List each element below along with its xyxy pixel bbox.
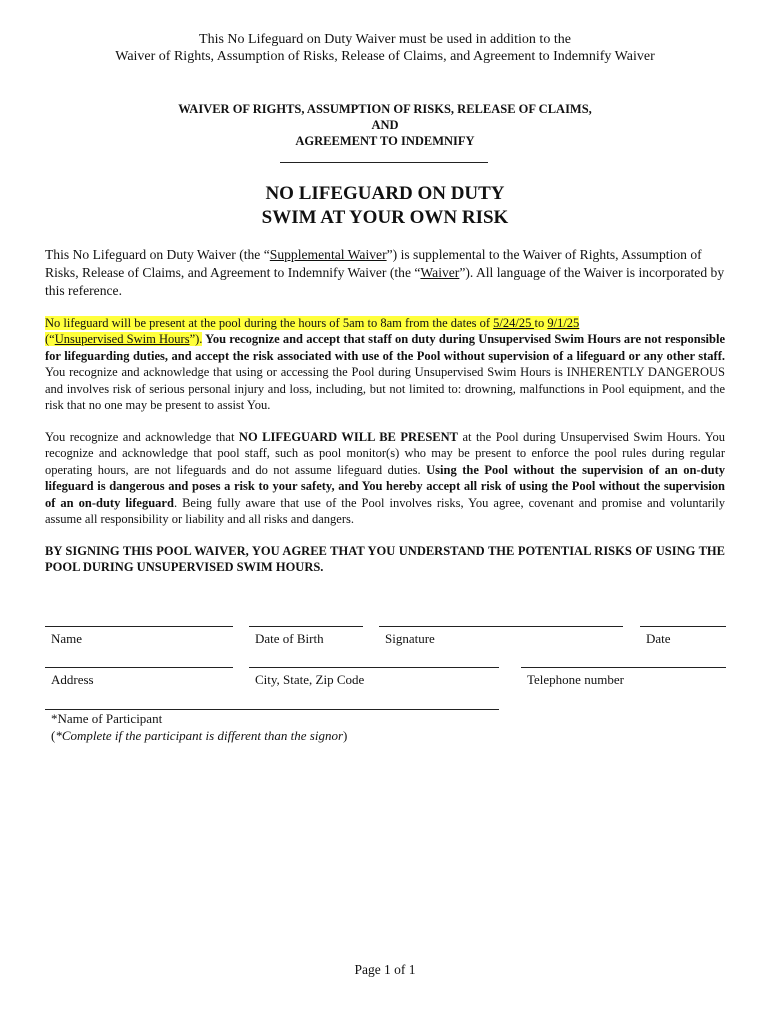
- page-number: Page 1 of 1: [354, 962, 416, 977]
- start-date: 5/24/25: [493, 316, 535, 330]
- intro-note: [0, 31, 770, 65]
- p1-text-a: This No Lifeguard on Duty Waiver (the “: [45, 247, 270, 262]
- supplemental-waiver-term: Supplemental Waiver: [269, 247, 387, 262]
- page-title: [0, 182, 770, 230]
- paren-close: ): [343, 728, 348, 743]
- inherent-danger-statement: You recognize and acknowledge that using or accessing the Pool during Unsupervised Swim Hours is INHERENTLY DANGEROUS and involves risk of serious personal injury and loss, including, but not limited to: drowning, malfunctions in Pool equipment, and the risk that no one may be present to assist You.: [45, 365, 725, 413]
- header-line-3: AGREEMENT TO INDEMNIFY: [295, 134, 475, 148]
- date-field[interactable]: [640, 626, 726, 647]
- hours-statement: No lifeguard will be present at the pool during the hours of 5am to 8am from the dates of: [45, 316, 494, 330]
- title-line-1: NO LIFEGUARD ON DUTY: [265, 183, 505, 204]
- address-field[interactable]: [45, 667, 233, 688]
- waiver-term: Waiver: [420, 265, 460, 280]
- header-line-1: WAIVER OF RIGHTS, ASSUMPTION OF RISKS, RELEASE OF CLAIMS,: [178, 102, 592, 116]
- p1-text-b: ”) is supplemental to the Waiver of Rights, Assumption of Risks, Release of Claims, and Agreement to Indemnify Waiver (the “: [45, 247, 702, 280]
- title-line-2: SWIM AT YOUR OWN RISK: [261, 207, 509, 228]
- participant-instruction-text: *Complete if the participant is different than the signor: [55, 728, 344, 743]
- hours-statement-to: to: [534, 316, 548, 330]
- risk-acceptance-statement: Using the Pool without the supervision of an on-duty lifeguard is dangerous and poses a risk to your safety, and You hereby accept all risk of using the Pool without the supervision of an on-duty lifeguard: [45, 462, 725, 510]
- paren-open: (: [51, 728, 56, 743]
- end-date: 9/1/25: [547, 316, 580, 330]
- p1-text-c: ”). All language of the Waiver is incorporated by this reference.: [45, 265, 725, 298]
- signature-label: Signature: [385, 631, 435, 646]
- city-state-zip-label: City, State, Zip Code: [255, 672, 365, 687]
- telephone-label: Telephone number: [527, 672, 624, 687]
- p3-text-c: . Being fully aware that use of the Pool involves risks, You agree, covenant and promise and voluntarily assume all responsibility or liability and all risks and dangers.: [45, 495, 725, 527]
- agreement-statement: BY SIGNING THIS POOL WAIVER, YOU AGREE THAT YOU UNDERSTAND THE POTENTIAL RISKS OF USING THE POOL DURING UNSUPERVISED SWIM HOURS.: [45, 544, 725, 575]
- signature-field[interactable]: [379, 626, 623, 647]
- city-state-zip-field[interactable]: [249, 667, 499, 688]
- intro-line-1: This No Lifeguard on Duty Waiver must be used in addition to the: [199, 32, 571, 47]
- intro-line-2: Waiver of Rights, Assumption of Risks, Release of Claims, and Agreement to Indemnify Waiver: [115, 49, 655, 64]
- no-lifeguard-paragraph: [45, 429, 725, 527]
- unsupervised-hours-paragraph: [45, 315, 725, 413]
- participant-instruction: [51, 727, 347, 744]
- header-line-2: AND: [371, 118, 399, 132]
- no-lifeguard-emphasis: NO LIFEGUARD WILL BE PRESENT: [238, 430, 458, 444]
- date-of-birth-field[interactable]: [249, 626, 363, 647]
- unsupervised-hours-term: Unsupervised Swim Hours: [54, 332, 190, 347]
- telephone-field[interactable]: [521, 667, 726, 688]
- staff-responsibility-statement: You recognize and accept that staff on duty during Unsupervised Swim Hours are not responsible for lifeguarding duties, and accept the risk associated with use of the Pool without supervision of a lifeguard or any other staff.: [45, 332, 726, 363]
- name-field[interactable]: [45, 626, 233, 647]
- date-of-birth-label: Date of Birth: [255, 631, 324, 646]
- supplemental-paragraph: [45, 246, 725, 300]
- p3-text-a: You recognize and acknowledge that: [45, 430, 239, 444]
- participant-note: [51, 710, 347, 744]
- document-header: [0, 101, 770, 149]
- name-label: Name: [51, 631, 83, 646]
- address-label: Address: [51, 672, 94, 687]
- date-label: Date: [646, 631, 671, 646]
- hours-open-quote: (“: [45, 332, 55, 347]
- participant-name-label: *Name of Participant: [51, 711, 163, 726]
- header-divider: [280, 162, 488, 163]
- p3-text-b: at the Pool during Unsupervised Swim Hours. You recognize and acknowledge that pool staff, such as pool monitor(s) who may be present to enforce the pool rules during regular operating hours, are not lifeguards and do not assume lifeguard duties.: [45, 430, 725, 477]
- hours-close-quote: ”).: [189, 332, 203, 347]
